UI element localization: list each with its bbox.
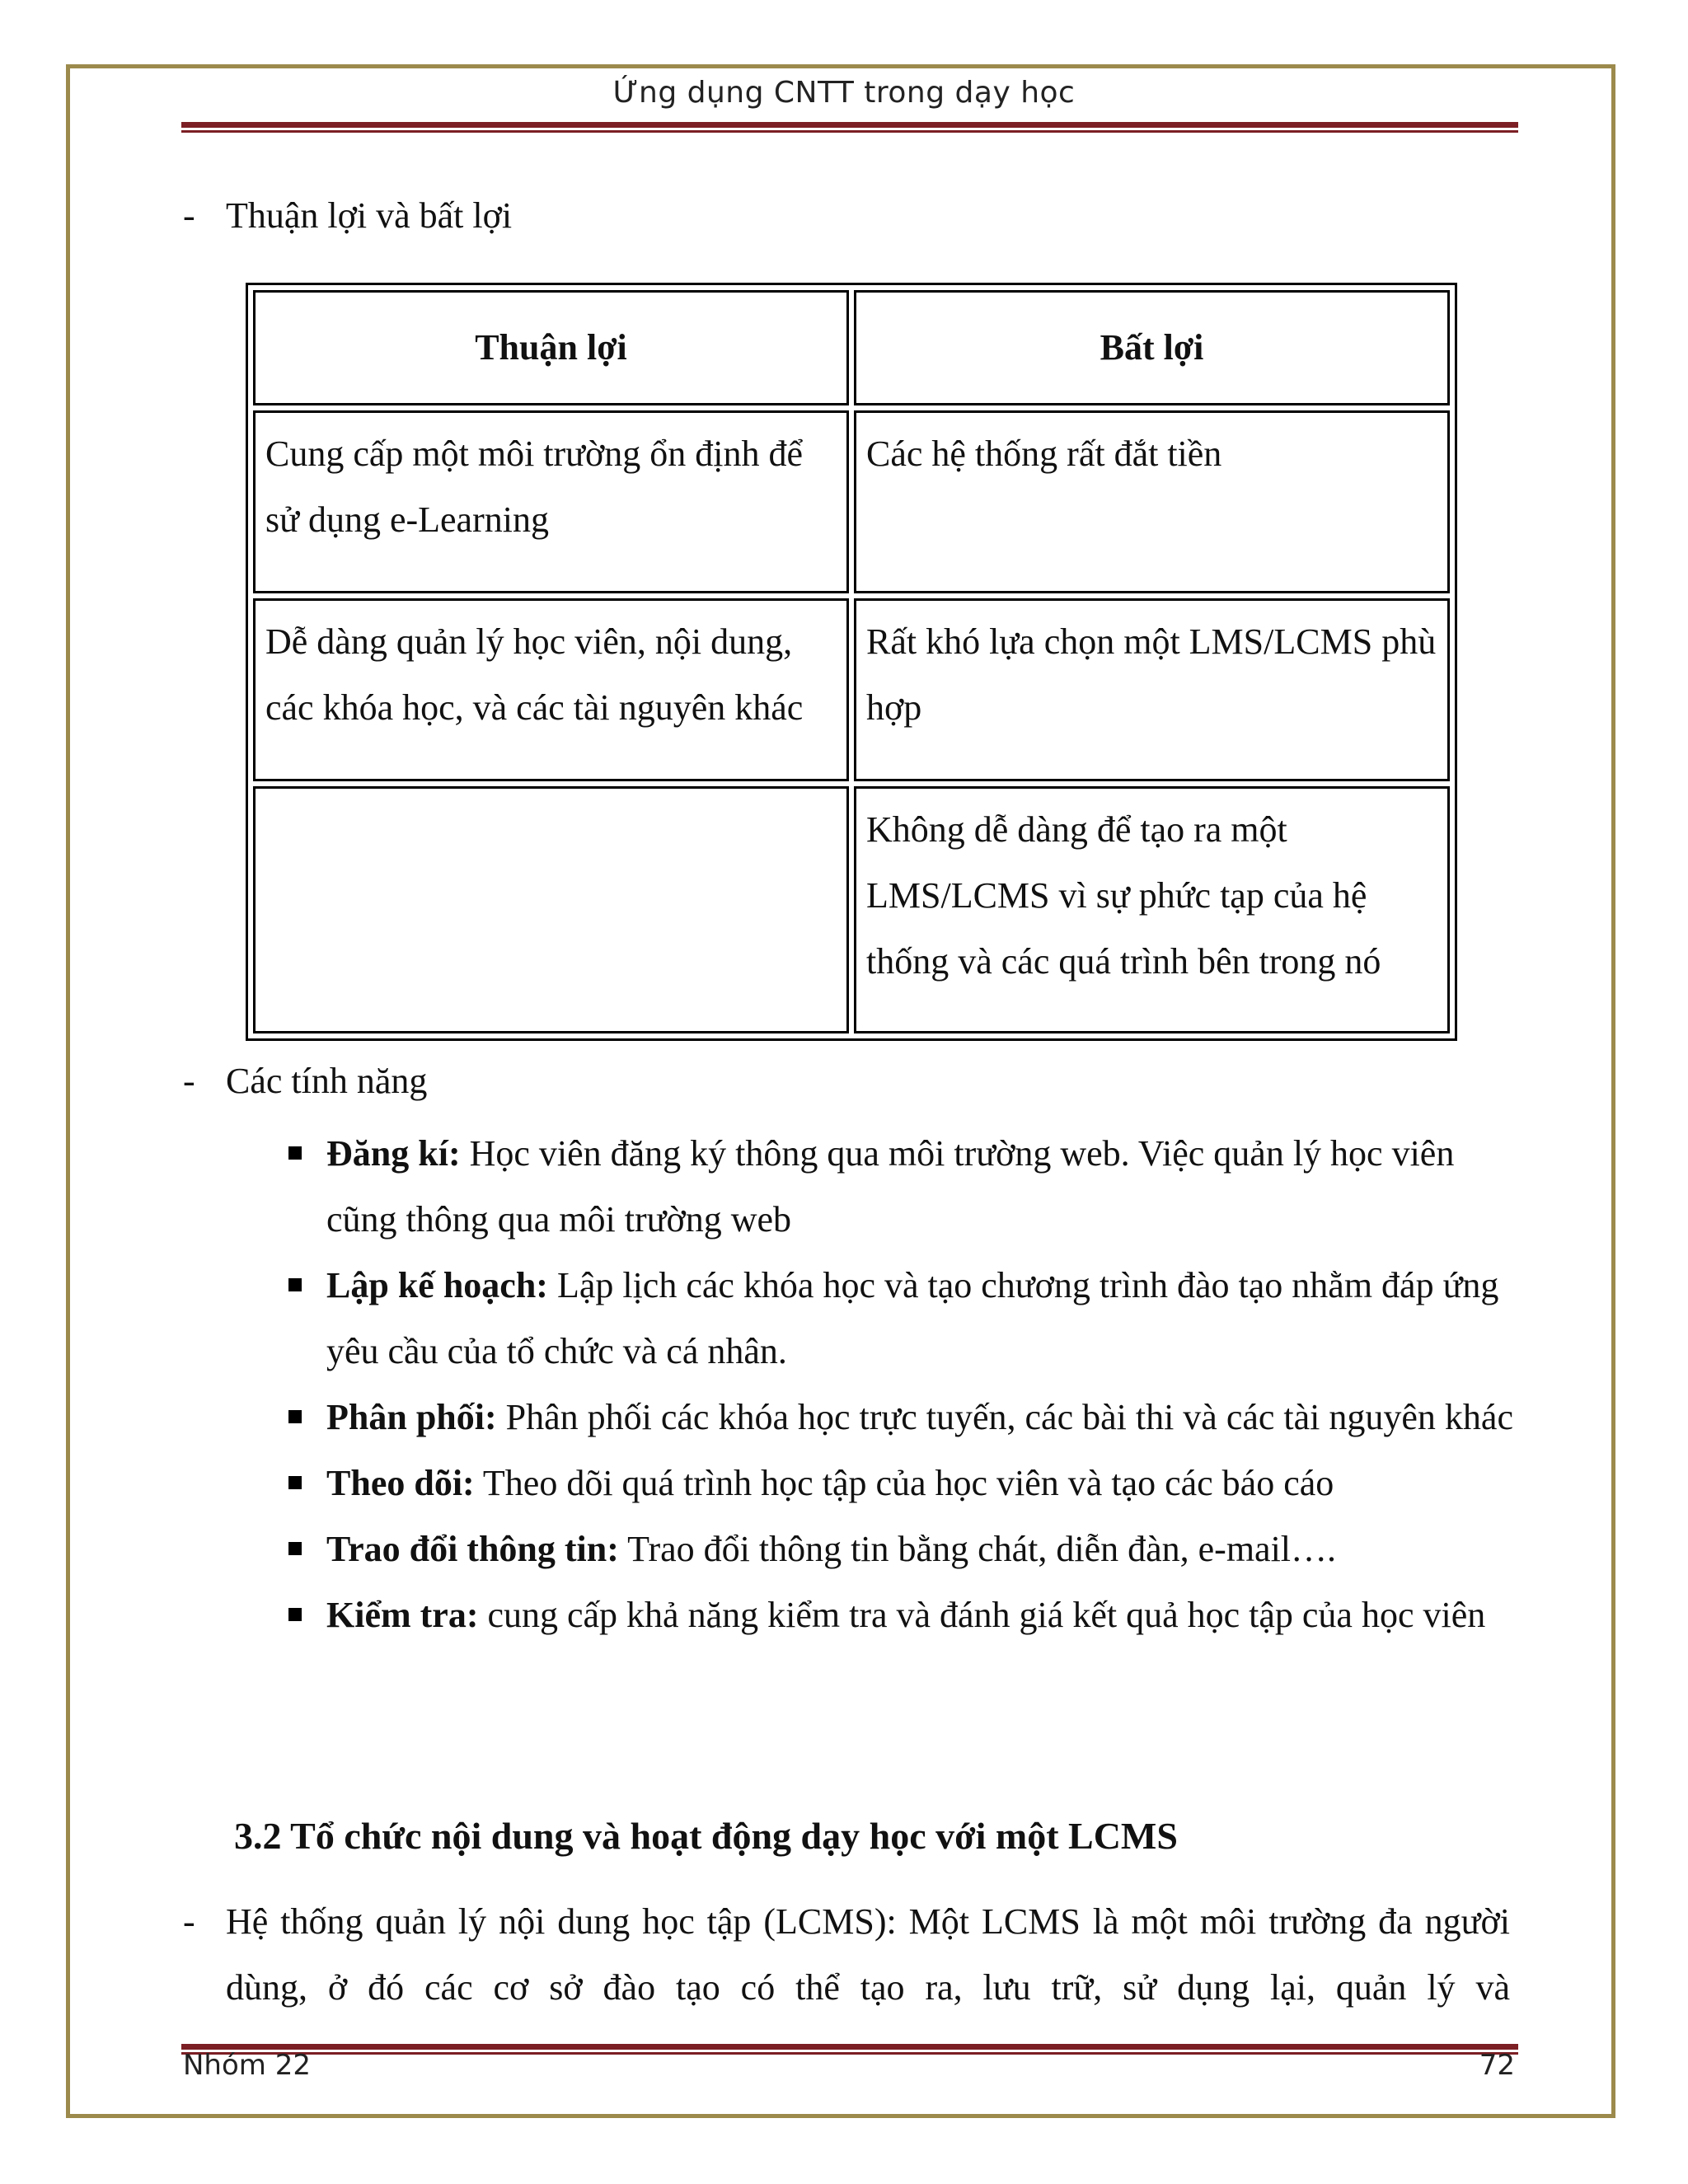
paragraph-text: Hệ thống quản lý nội dung học tập (LCMS): Một LCMS là một môi trường đa người dùng, ở đó các cơ sở đào tạo có thể tạo ra, lưu trữ, sử dụng lại, quản lý và [226, 1901, 1510, 2008]
square-bullet-icon [288, 1146, 302, 1160]
page-number: 72 [1479, 2049, 1515, 2082]
feature-desc: cung cấp khả năng kiểm tra và đánh giá kết quả học tập của học viên [487, 1595, 1486, 1635]
feature-term: Trao đổi thông tin: [326, 1529, 619, 1569]
feature-term: Lập kế hoạch: [326, 1265, 548, 1305]
table-header-row [253, 290, 1450, 405]
section-heading: 3.2 Tổ chức nội dung và hoạt động dạy học với một LCMS [234, 1815, 1178, 1857]
running-header: Ứng dụng CNTT trong dạy học [612, 76, 1076, 110]
list-item [288, 1385, 1525, 1451]
list-item [288, 1253, 1525, 1385]
square-bullet-icon [288, 1278, 302, 1291]
features-heading: Các tính năng [226, 1061, 428, 1101]
square-bullet-icon [288, 1542, 302, 1555]
table-row [253, 786, 1450, 1033]
feature-desc: Trao đổi thông tin bằng chát, diễn đàn, e-mail…. [627, 1529, 1337, 1569]
footer-rule [181, 2044, 1518, 2055]
footer-group: Nhóm 22 [183, 2049, 311, 2082]
square-bullet-icon [288, 1476, 302, 1489]
feature-desc: Theo dõi quá trình học tập của học viên và tạo các báo cáo [482, 1463, 1334, 1503]
intro-text: Thuận lợi và bất lợi [226, 195, 513, 236]
feature-desc: Lập lịch các khóa học và tạo chương trình đào tạo nhằm đáp ứng yêu cầu của tổ chức và cá nhân. [326, 1265, 1499, 1371]
feature-term: Theo dõi: [326, 1463, 475, 1503]
features-list [288, 1121, 1525, 1648]
advantages-table [246, 283, 1457, 1041]
list-item [288, 1121, 1525, 1253]
table-header-disadvantages: Bất lợi [854, 290, 1450, 405]
list-item [288, 1451, 1525, 1516]
table-cell: Rất khó lựa chọn một LMS/LCMS phù hợp [854, 598, 1450, 781]
feature-term: Kiểm tra: [326, 1595, 479, 1635]
feature-term: Đăng kí: [326, 1133, 461, 1174]
square-bullet-icon [288, 1608, 302, 1621]
table-cell: Dễ dàng quản lý học viên, nội dung, các khóa học, và các tài nguyên khác [253, 598, 849, 781]
table-header-advantages: Thuận lợi [253, 290, 849, 405]
list-item [288, 1516, 1525, 1582]
table-row [253, 410, 1450, 593]
table-cell: Các hệ thống rất đắt tiền [854, 410, 1450, 593]
square-bullet-icon [288, 1410, 302, 1423]
lcms-paragraph: - Hệ thống quản lý nội dung học tập (LCMS): Một LCMS là một môi trường đa người dùng, ở đó các cơ sở đào tạo có thể tạo ra, lưu trữ, sử dụng lại, quản lý và [183, 1889, 1510, 2021]
feature-term: Phân phối: [326, 1397, 497, 1437]
feature-desc: Học viên đăng ký thông qua môi trường web. Việc quản lý học viên cũng thông qua môi trường web [326, 1133, 1455, 1240]
table-cell [253, 786, 849, 1033]
header-rule [181, 122, 1518, 133]
table-cell: Không dễ dàng để tạo ra một LMS/LCMS vì sự phức tạp của hệ thống và các quá trình bên trong nó [854, 786, 1450, 1033]
table-cell: Cung cấp một môi trường ổn định để sử dụng e-Learning [253, 410, 849, 593]
feature-desc: Phân phối các khóa học trực tuyến, các bài thi và các tài nguyên khác [505, 1397, 1513, 1437]
table-row [253, 598, 1450, 781]
list-item [288, 1582, 1525, 1648]
